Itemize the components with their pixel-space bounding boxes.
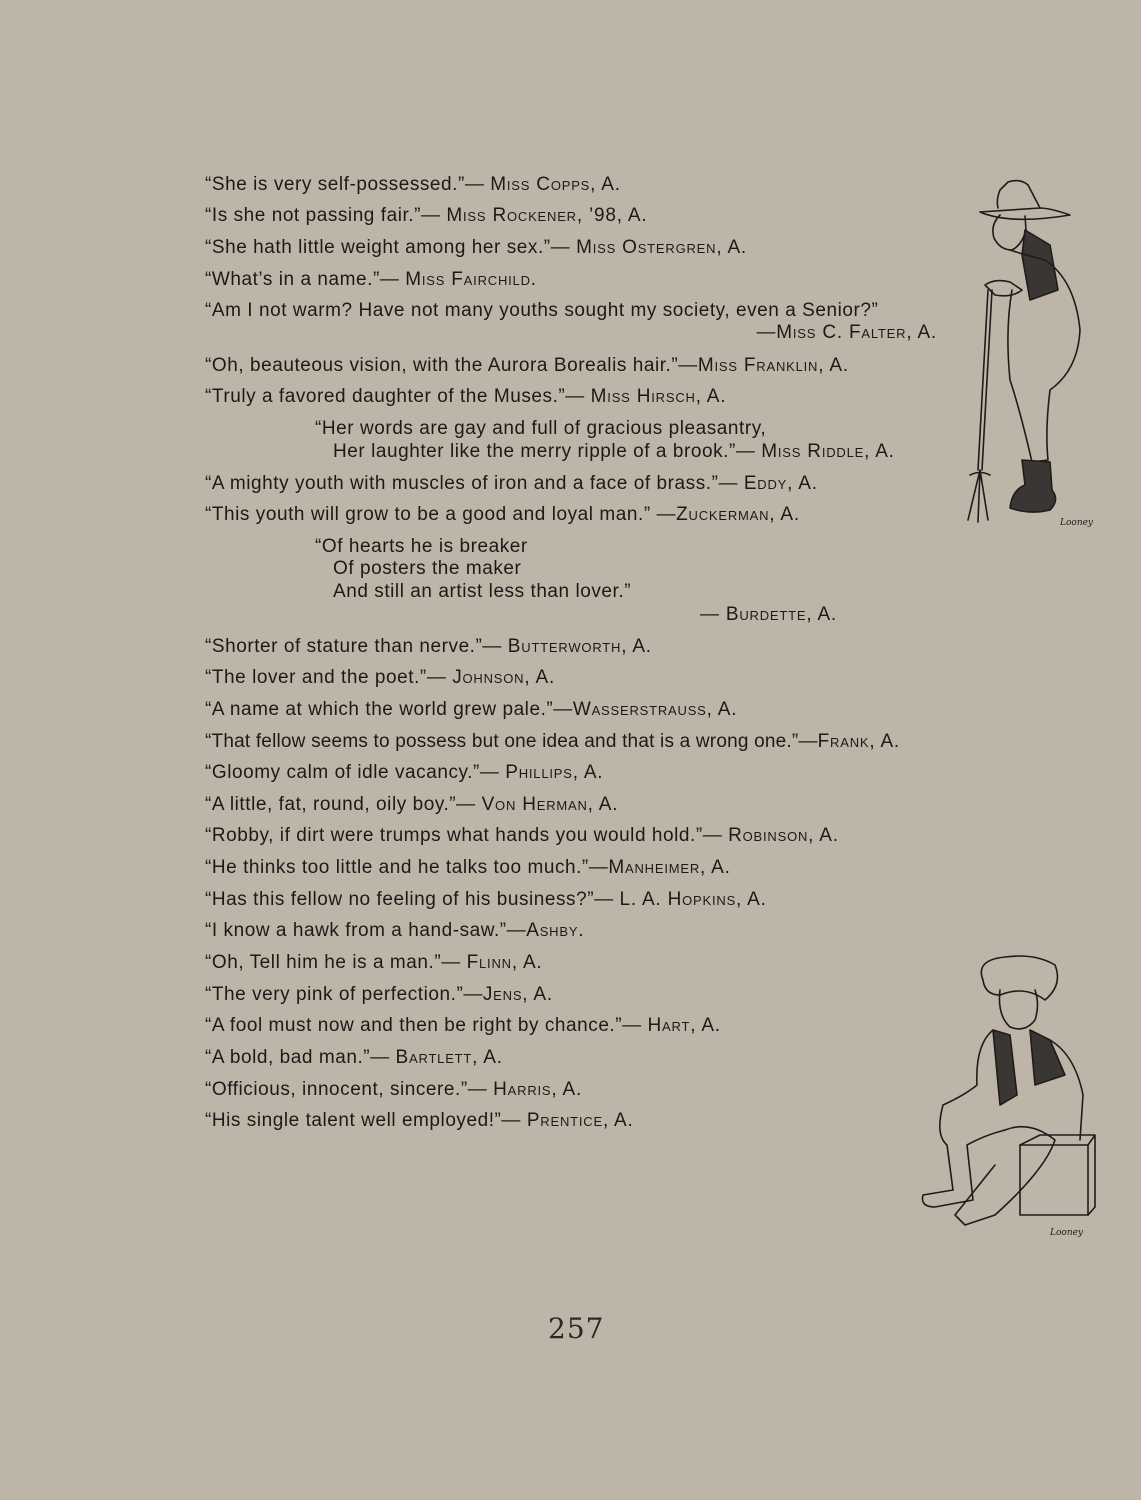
quote-attribution: Prentice, A.	[526, 1110, 634, 1131]
quote-attribution: Hart, A.	[647, 1015, 721, 1036]
quote-attribution: Johnson, A.	[452, 667, 556, 688]
quote-text: “The very pink of perfection.”—	[205, 984, 483, 1005]
quote-text: “Oh, Tell him he is a man.”—	[205, 952, 467, 973]
quote-text: “A little, fat, round, oily boy.”—	[205, 794, 482, 815]
quote-attribution: Miss Copps, A.	[490, 174, 621, 195]
quote-text: “That fellow seems to possess but one idea and that is a wrong one.”—	[205, 731, 818, 752]
quote-attribution: Wasserstrauss, A.	[572, 699, 738, 720]
quote-attribution: Manheimer, A.	[608, 857, 731, 878]
quote-entry	[205, 174, 621, 196]
quote-entry	[205, 205, 647, 227]
quote-text: Of posters the maker	[333, 558, 522, 579]
quote-entry	[205, 504, 800, 526]
quote-attribution: Miss Fairchild.	[405, 269, 537, 290]
quote-entry	[205, 889, 767, 911]
quote-attribution: Butterworth, A.	[507, 636, 652, 657]
quote-entry	[205, 857, 731, 879]
quote-attribution: Frank, A.	[817, 731, 901, 752]
quote-entry	[205, 984, 553, 1006]
quote-text: And still an artist less than lover.”	[333, 581, 632, 602]
quote-text: “I know a hawk from a hand-saw.”—	[205, 920, 527, 941]
quote-text: “She hath little weight among her sex.”—	[205, 237, 577, 258]
quote-attribution: Miss Riddle, A.	[761, 441, 895, 462]
farmer-with-pitchfork-icon	[950, 170, 1100, 540]
quote-text: “His single talent well employed!”—	[205, 1110, 527, 1131]
quote-entry	[205, 667, 555, 689]
quote-text: “Has this fellow no feeling of his business?”—	[205, 889, 620, 910]
quote-text: “A bold, bad man.”—	[205, 1047, 396, 1068]
artist-signature: Looney	[1050, 1228, 1084, 1238]
quote-text: “A mighty youth with muscles of iron and a face of brass.”—	[205, 473, 744, 494]
quote-entry	[205, 386, 726, 408]
quote-entry	[205, 473, 818, 495]
quote-entry	[205, 1079, 582, 1101]
quote-attribution: Zuckerman, A.	[676, 504, 800, 525]
quote-attribution: —Miss C. Falter, A.	[756, 322, 937, 343]
quote-entry	[205, 1110, 634, 1132]
quote-attribution: Phillips, A.	[505, 762, 604, 783]
quote-entry	[205, 355, 849, 377]
quote-text: “Gloomy calm of idle vacancy.”—	[205, 762, 506, 783]
quote-text: “Is she not passing fair.”—	[205, 205, 447, 226]
quote-text: “Truly a favored daughter of the Muses.”—	[205, 386, 591, 407]
quote-text: Her laughter like the merry ripple of a brook.”—	[333, 441, 762, 462]
quote-attribution: Miss Ostergren, A.	[576, 237, 747, 258]
quote-entry	[205, 237, 747, 259]
quote-attribution: Harris, A.	[493, 1079, 583, 1100]
quote-text: “This youth will grow to be a good and loyal man.” —	[205, 504, 677, 525]
quote-attribution: Bartlett, A.	[395, 1047, 503, 1068]
quote-attribution: Miss Hirsch, A.	[590, 386, 727, 407]
quote-entry	[205, 1015, 721, 1037]
quote-entry	[205, 636, 652, 658]
quote-text: “A name at which the world grew pale.”—	[205, 699, 573, 720]
quote-text: “Shorter of stature than nerve.”—	[205, 636, 508, 657]
quote-attribution: Miss Franklin, A.	[697, 355, 849, 376]
quote-entry	[333, 441, 895, 463]
quote-attribution: Jens, A.	[482, 984, 553, 1005]
quote-attribution: Miss Rockener, ’98, A.	[446, 205, 648, 226]
quote-text: “The lover and the poet.”—	[205, 667, 453, 688]
quote-entry	[205, 1047, 503, 1069]
quote-attribution: Robinson, A.	[728, 825, 839, 846]
quote-text: “She is very self-possessed.”—	[205, 174, 491, 195]
artist-signature: Looney	[1060, 518, 1094, 528]
quote-text: “He thinks too little and he talks too much.”—	[205, 857, 609, 878]
quote-entry	[205, 825, 839, 847]
quote-attribution: — Burdette, A.	[700, 604, 838, 625]
quote-entry	[205, 731, 900, 753]
quote-attribution: Flinn, A.	[466, 952, 543, 973]
quote-text: “Oh, beauteous vision, with the Aurora Borealis hair.”—	[205, 355, 698, 376]
quote-text: “Of hearts he is breaker	[315, 536, 528, 557]
quote-text: “Her words are gay and full of gracious pleasantry,	[315, 418, 767, 439]
seated-man-on-box-icon	[905, 945, 1105, 1245]
quote-entry	[205, 952, 543, 974]
page-number: 257	[548, 1312, 605, 1345]
quote-text: “Am I not warm? Have not many youths sought my society, even a Senior?”	[205, 300, 879, 321]
quote-attribution: Von Herman, A.	[481, 794, 619, 815]
quote-entry	[205, 920, 584, 942]
quote-entry	[205, 269, 537, 291]
quote-text: “A fool must now and then be right by chance.”—	[205, 1015, 648, 1036]
quote-attribution: L. A. Hopkins, A.	[619, 889, 767, 910]
quote-attribution: Ashby.	[526, 920, 585, 941]
quote-text: “Robby, if dirt were trumps what hands you would hold.”—	[205, 825, 729, 846]
quote-text: “What’s in a name.”—	[205, 269, 406, 290]
quote-entry	[205, 762, 603, 784]
quote-entry	[205, 699, 737, 721]
quote-entry	[205, 794, 618, 816]
quote-text: “Officious, innocent, sincere.”—	[205, 1079, 494, 1100]
quote-attribution: Eddy, A.	[743, 473, 818, 494]
